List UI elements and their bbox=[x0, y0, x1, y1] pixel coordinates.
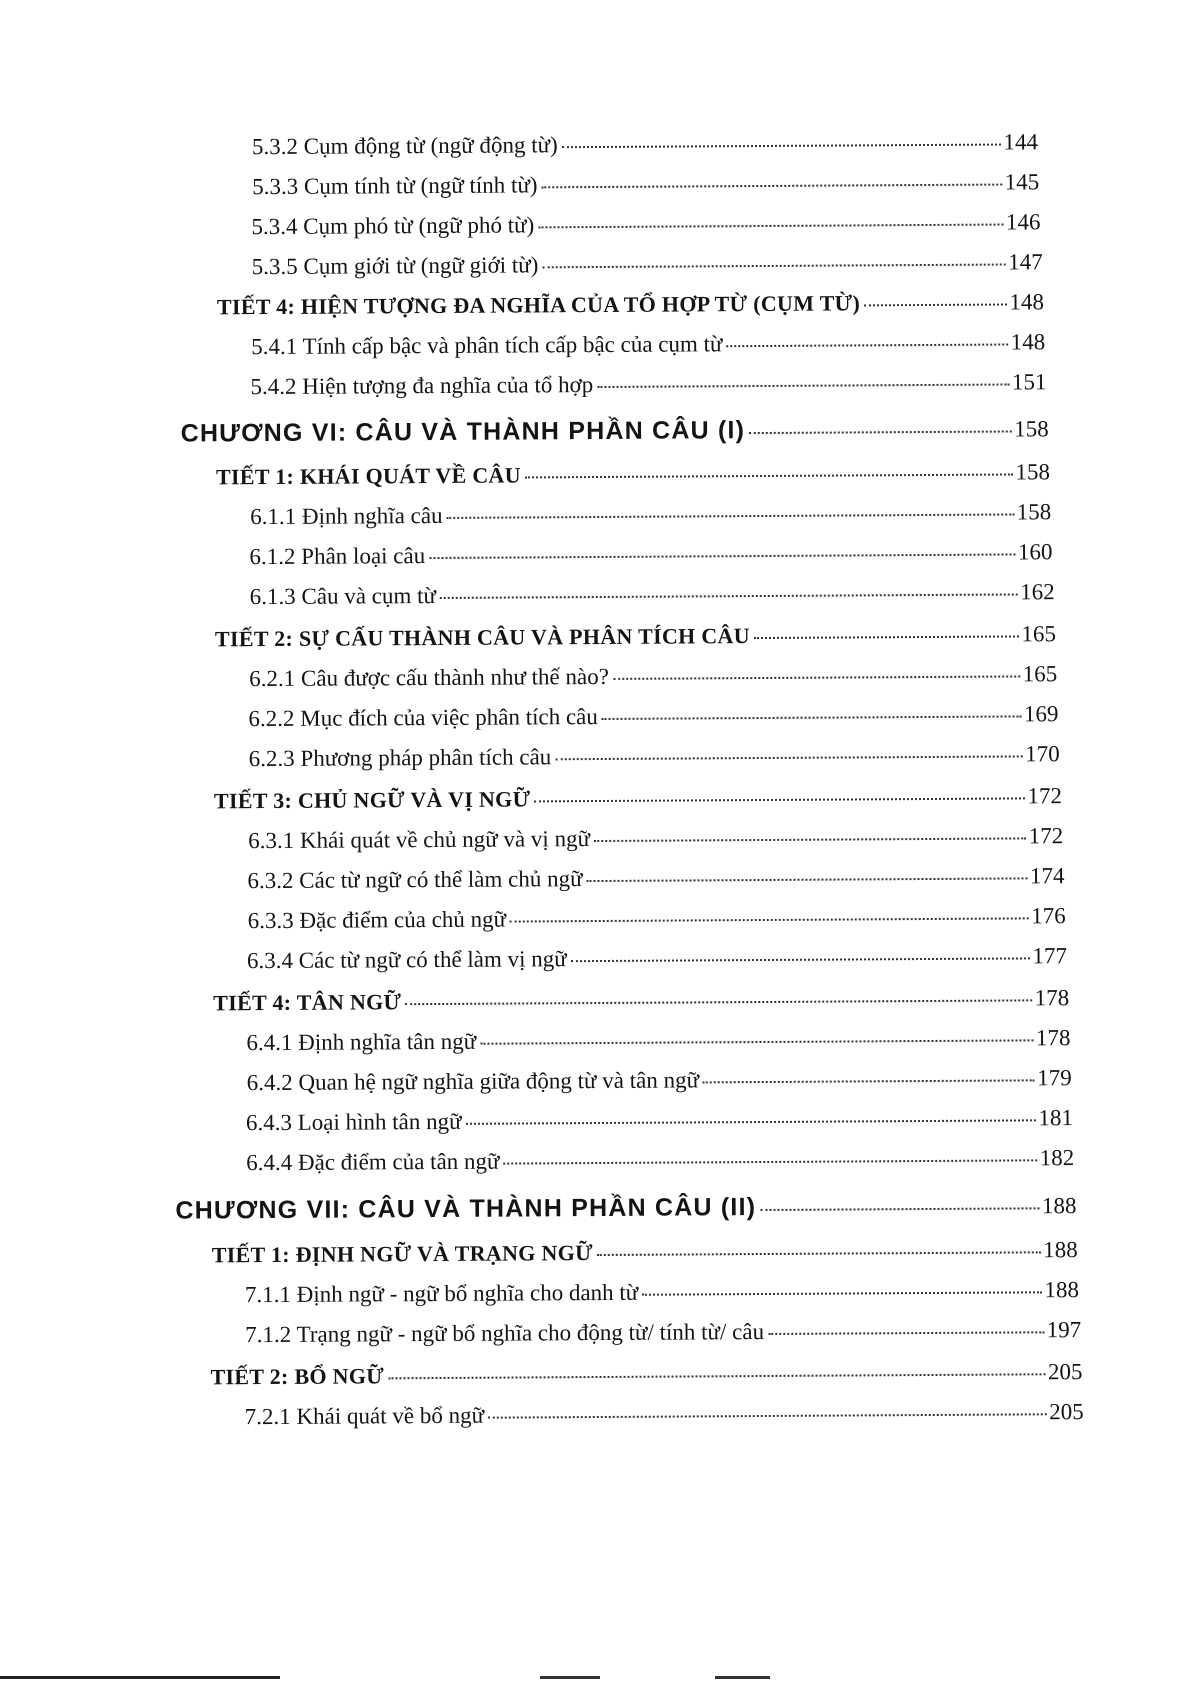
toc-entry-page: 169 bbox=[1023, 701, 1059, 727]
bottom-edge-rule bbox=[0, 1676, 280, 1679]
toc-entry-sub bbox=[252, 129, 1038, 160]
toc-entry-tiet bbox=[214, 783, 1062, 814]
toc-entry-title: 6.3.4 Các từ ngữ có thể làm vị ngữ bbox=[246, 946, 567, 974]
toc-entry-sub bbox=[248, 903, 1066, 934]
dot-leader bbox=[749, 430, 1011, 434]
dot-leader bbox=[542, 264, 1005, 269]
toc-entry-title: 5.3.4 Cụm phó từ (ngữ phó từ) bbox=[251, 212, 535, 240]
dot-leader bbox=[562, 144, 1001, 149]
toc-entry-page: 205 bbox=[1047, 1359, 1083, 1385]
toc-entry-sub bbox=[250, 499, 1051, 530]
toc-entry-sub bbox=[248, 823, 1063, 854]
toc-entry-title: 7.1.2 Trạng ngữ - ngữ bổ nghĩa cho động từ/ tính từ/ câu bbox=[245, 1319, 765, 1348]
toc-entry-page: 145 bbox=[1004, 169, 1040, 195]
toc-entry-page: 151 bbox=[1011, 369, 1047, 395]
toc-entry-page: 148 bbox=[1009, 289, 1045, 315]
toc-entry-title: 6.4.1 Định nghĩa tân ngữ bbox=[246, 1028, 477, 1056]
toc-entry-title: 6.1.3 Câu và cụm từ bbox=[249, 582, 437, 610]
toc-entry-page: 182 bbox=[1039, 1145, 1075, 1171]
toc-entry-sub bbox=[245, 1277, 1079, 1308]
dot-leader bbox=[768, 1331, 1044, 1335]
dot-leader bbox=[703, 1079, 1034, 1083]
toc-entry-tiet bbox=[210, 1359, 1082, 1390]
toc-entry-sub bbox=[249, 741, 1060, 772]
toc-entry-page: 176 bbox=[1031, 903, 1066, 929]
dot-leader bbox=[597, 1251, 1040, 1256]
toc-entry-title: TIẾT 2: BỔ NGỮ bbox=[210, 1363, 385, 1390]
toc-entry-tiet bbox=[213, 985, 1069, 1016]
toc-entry-sub bbox=[246, 1105, 1073, 1136]
toc-entry-tiet bbox=[217, 289, 1044, 320]
toc-entry-sub bbox=[246, 1025, 1070, 1056]
toc-entry-sub bbox=[247, 943, 1067, 974]
toc-entry-title: 5.4.2 Hiện tượng đa nghĩa của tổ hợp bbox=[250, 372, 594, 400]
toc-entry-page: 178 bbox=[1034, 985, 1070, 1011]
toc-entry-title: 5.4.1 Tính cấp bậc và phân tích cấp bậc của cụm từ bbox=[251, 331, 723, 360]
toc-entry-title: 6.4.4 Đặc điểm của tân ngữ bbox=[246, 1148, 500, 1176]
toc-entry-tiet bbox=[216, 459, 1050, 490]
toc-entry-page: 205 bbox=[1049, 1399, 1084, 1425]
dot-leader bbox=[555, 755, 1022, 760]
toc-entry-page: 170 bbox=[1025, 741, 1060, 767]
dot-leader bbox=[405, 999, 1031, 1005]
toc-entry-title: 6.2.3 Phương pháp phân tích câu bbox=[248, 744, 552, 772]
toc-entry-title: TIẾT 4: TÂN NGỮ bbox=[213, 989, 402, 1016]
dot-leader bbox=[760, 1207, 1039, 1211]
toc-entry-title: 6.1.2 Phân loại câu bbox=[249, 543, 426, 570]
toc-entry-title: TIẾT 1: KHÁI QUÁT VỀ CÂU bbox=[215, 462, 521, 490]
toc-entry-sub bbox=[251, 209, 1040, 240]
dot-leader bbox=[864, 304, 1006, 307]
toc-entry-page: 172 bbox=[1028, 823, 1064, 849]
toc-entry-page: 181 bbox=[1038, 1105, 1074, 1131]
toc-entry-title: TIẾT 2: SỰ CẤU THÀNH CÂU VÀ PHÂN TÍCH CÂU bbox=[214, 623, 750, 652]
toc-entry-title: 5.3.2 Cụm động từ (ngữ động từ) bbox=[251, 132, 558, 160]
toc-entry-title: TIẾT 4: HIỆN TƯỢNG ĐA NGHĨA CỦA TỔ HỢP TỪ (CỤM TỪ) bbox=[216, 290, 861, 320]
toc-entry-page: 174 bbox=[1029, 863, 1065, 889]
dot-leader bbox=[429, 553, 1015, 559]
toc-entry-chuong bbox=[175, 1191, 1076, 1226]
dot-leader bbox=[642, 1291, 1041, 1295]
toc-entry-sub bbox=[252, 249, 1043, 280]
toc-entry-page: 162 bbox=[1020, 579, 1055, 605]
toc-entry-page: 147 bbox=[1008, 249, 1043, 275]
toc-entry-sub bbox=[249, 539, 1052, 570]
toc-entry-page: 177 bbox=[1032, 943, 1068, 969]
toc-entry-title: TIẾT 3: CHỦ NGỮ VÀ VỊ NGỮ bbox=[213, 786, 531, 814]
toc-entry-title: 7.2.1 Khái quát về bổ ngữ bbox=[244, 1402, 485, 1430]
bottom-edge-mark bbox=[540, 1676, 600, 1679]
dot-leader bbox=[597, 383, 1009, 388]
dot-leader bbox=[613, 675, 1020, 679]
toc-entry-sub bbox=[247, 863, 1064, 894]
toc-entry-page: 197 bbox=[1046, 1317, 1082, 1343]
toc-entry-title: 6.2.2 Mục đích của việc phân tích câu bbox=[248, 704, 598, 732]
toc-entry-page: 188 bbox=[1041, 1193, 1077, 1219]
dot-leader bbox=[726, 344, 1007, 348]
toc-entry-sub bbox=[245, 1317, 1081, 1348]
toc-entry-sub bbox=[248, 701, 1058, 732]
dot-leader bbox=[388, 1373, 1045, 1379]
toc-entry-page: 160 bbox=[1017, 539, 1053, 565]
toc-entry-page: 178 bbox=[1035, 1025, 1071, 1051]
toc-entry-tiet bbox=[212, 1237, 1078, 1268]
toc-entry-tiet bbox=[215, 621, 1056, 652]
bottom-edge-mark bbox=[715, 1676, 770, 1679]
toc-entry-title: 6.4.3 Loại hình tân ngữ bbox=[245, 1108, 462, 1136]
toc-entry-title: 7.1.1 Định ngữ - ngữ bổ nghĩa cho danh từ bbox=[244, 1279, 639, 1308]
toc-entry-title: TIẾT 1: ĐỊNH NGỮ VÀ TRẠNG NGỮ bbox=[211, 1240, 593, 1268]
dot-leader bbox=[587, 877, 1027, 882]
toc-entry-page: 146 bbox=[1005, 209, 1041, 235]
toc-entry-title: 6.3.3 Đặc điểm của chủ ngữ bbox=[247, 906, 507, 934]
dot-leader bbox=[754, 635, 1019, 639]
dot-leader bbox=[538, 224, 1003, 229]
toc-entry-sub bbox=[251, 329, 1045, 360]
toc-entry-sub bbox=[245, 1399, 1084, 1430]
toc-entry-sub bbox=[246, 1145, 1074, 1176]
dot-leader bbox=[503, 1159, 1036, 1164]
toc-entry-page: 158 bbox=[1014, 416, 1049, 442]
toc-entry-sub bbox=[247, 1065, 1072, 1096]
toc-entry-chuong bbox=[181, 414, 1049, 448]
dot-leader bbox=[440, 593, 1017, 599]
toc-entry-title: 6.3.2 Các từ ngữ có thể làm chủ ngữ bbox=[247, 866, 583, 894]
toc-entry-page: 165 bbox=[1022, 661, 1058, 687]
dot-leader bbox=[542, 184, 1002, 189]
toc-entry-page: 172 bbox=[1027, 783, 1063, 809]
dot-leader bbox=[594, 837, 1026, 842]
dot-leader bbox=[480, 1039, 1033, 1044]
toc-entry-title: CHƯƠNG VI: CÂU VÀ THÀNH PHẦN CÂU (I) bbox=[180, 416, 746, 448]
toc-entry-page: 144 bbox=[1003, 129, 1039, 155]
toc-entry-sub bbox=[250, 369, 1046, 400]
toc-entry-page: 188 bbox=[1043, 1237, 1078, 1263]
dot-leader bbox=[510, 917, 1028, 922]
toc-entry-sub bbox=[249, 661, 1057, 692]
toc-entry-sub bbox=[252, 169, 1039, 200]
toc-entry-page: 188 bbox=[1044, 1277, 1080, 1303]
toc-entry-page: 179 bbox=[1037, 1065, 1072, 1091]
toc-entry-page: 165 bbox=[1021, 621, 1057, 647]
toc-entry-title: CHƯƠNG VII: CÂU VÀ THÀNH PHẦN CÂU (II) bbox=[175, 1193, 757, 1225]
dot-leader bbox=[525, 473, 1013, 478]
dot-leader bbox=[602, 715, 1021, 720]
toc-entry-sub bbox=[250, 579, 1055, 610]
dot-leader bbox=[466, 1119, 1036, 1124]
dot-leader bbox=[488, 1413, 1046, 1418]
toc-entry-title: 6.2.1 Câu được cấu thành như thế nào? bbox=[249, 663, 609, 692]
toc-entry-page: 158 bbox=[1015, 459, 1051, 485]
toc-entry-title: 6.1.1 Định nghĩa câu bbox=[250, 502, 443, 530]
toc-entry-page: 148 bbox=[1010, 329, 1046, 355]
toc-entry-title: 6.3.1 Khái quát về chủ ngữ và vị ngữ bbox=[248, 826, 591, 854]
dot-leader bbox=[534, 797, 1024, 802]
toc-entry-title: 6.4.2 Quan hệ ngữ nghĩa giữa động từ và tân ngữ bbox=[246, 1067, 700, 1096]
dot-leader bbox=[447, 513, 1014, 518]
dot-leader bbox=[571, 957, 1030, 962]
toc-entry-page: 158 bbox=[1016, 499, 1052, 525]
toc-entry-title: 5.3.3 Cụm tính từ (ngữ tính từ) bbox=[252, 172, 538, 200]
toc-entry-title: 5.3.5 Cụm giới từ (ngữ giới từ) bbox=[251, 252, 539, 280]
